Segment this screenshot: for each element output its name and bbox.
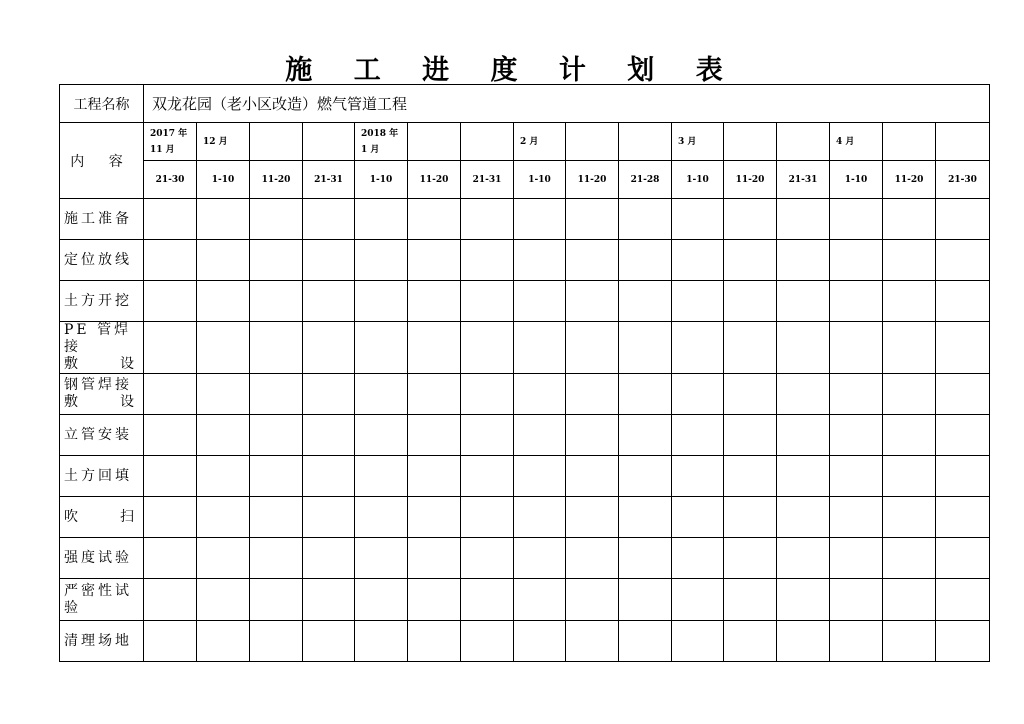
schedule-cell <box>197 281 250 322</box>
schedule-cell <box>408 199 461 240</box>
schedule-cell <box>514 497 566 538</box>
schedule-cell <box>461 374 514 415</box>
period-header-cell: 21-31 <box>461 161 514 199</box>
month-header-cell <box>461 123 514 161</box>
schedule-cell <box>197 199 250 240</box>
schedule-cell <box>566 538 619 579</box>
schedule-cell <box>672 456 724 497</box>
month-header-line2: 1 月 <box>361 144 380 155</box>
schedule-cell <box>830 374 883 415</box>
schedule-cell <box>303 281 355 322</box>
task-label <box>60 322 144 374</box>
schedule-cell <box>197 415 250 456</box>
schedule-cell <box>883 497 936 538</box>
schedule-cell <box>514 374 566 415</box>
month-header-cell <box>303 123 355 161</box>
schedule-cell <box>619 497 672 538</box>
schedule-cell <box>514 538 566 579</box>
schedule-cell <box>514 199 566 240</box>
month-header-cell <box>144 123 197 161</box>
table-row <box>60 415 990 456</box>
schedule-cell <box>144 497 197 538</box>
schedule-cell <box>355 497 408 538</box>
task-label-char: 扫 <box>120 508 137 525</box>
schedule-cell <box>830 497 883 538</box>
schedule-cell <box>303 538 355 579</box>
table-row <box>60 199 990 240</box>
month-header-line1: 4 月 <box>836 136 855 147</box>
schedule-cell <box>408 579 461 621</box>
schedule-cell <box>830 579 883 621</box>
schedule-cell <box>830 240 883 281</box>
schedule-cell <box>936 322 990 374</box>
month-header-line2: 11 月 <box>150 144 175 155</box>
schedule-cell <box>461 281 514 322</box>
schedule-cell <box>250 579 303 621</box>
schedule-cell <box>566 281 619 322</box>
schedule-cell <box>936 579 990 621</box>
schedule-cell <box>144 281 197 322</box>
schedule-cell <box>724 240 777 281</box>
schedule-cell <box>777 281 830 322</box>
schedule-cell <box>566 374 619 415</box>
schedule-cell <box>936 415 990 456</box>
schedule-cell <box>355 621 408 662</box>
schedule-cell <box>197 621 250 662</box>
schedule-cell <box>672 497 724 538</box>
month-header-cell <box>777 123 830 161</box>
period-header-cell: 21-30 <box>936 161 990 199</box>
table-row <box>60 374 990 415</box>
schedule-cell <box>566 621 619 662</box>
schedule-cell <box>355 240 408 281</box>
schedule-cell <box>777 579 830 621</box>
schedule-cell <box>936 456 990 497</box>
table-row <box>60 579 990 621</box>
schedule-cell <box>777 240 830 281</box>
schedule-cell <box>830 199 883 240</box>
schedule-cell <box>830 281 883 322</box>
schedule-cell <box>777 199 830 240</box>
period-header-cell: 21-31 <box>303 161 355 199</box>
schedule-cell <box>303 579 355 621</box>
table-row <box>60 456 990 497</box>
schedule-cell <box>619 199 672 240</box>
schedule-cell <box>566 199 619 240</box>
schedule-cell <box>514 281 566 322</box>
task-label-line: 强度试验 <box>64 549 132 566</box>
schedule-cell <box>883 579 936 621</box>
schedule-cell <box>250 240 303 281</box>
schedule-cell <box>883 415 936 456</box>
month-header-cell <box>566 123 619 161</box>
schedule-cell <box>408 497 461 538</box>
period-header-cell: 1-10 <box>672 161 724 199</box>
schedule-cell <box>936 374 990 415</box>
schedule-cell <box>514 415 566 456</box>
schedule-cell <box>461 497 514 538</box>
schedule-cell <box>672 621 724 662</box>
schedule-cell <box>250 456 303 497</box>
table-row <box>60 281 990 322</box>
schedule-cell <box>250 199 303 240</box>
task-label <box>60 497 144 538</box>
schedule-cell <box>777 538 830 579</box>
period-header-cell: 1-10 <box>355 161 408 199</box>
schedule-cell <box>250 497 303 538</box>
schedule-cell <box>355 415 408 456</box>
schedule-cell <box>303 199 355 240</box>
schedule-cell <box>144 456 197 497</box>
task-label <box>60 240 144 281</box>
schedule-cell <box>724 456 777 497</box>
schedule-cell <box>830 456 883 497</box>
task-label <box>60 281 144 322</box>
table-row <box>60 538 990 579</box>
schedule-cell <box>514 456 566 497</box>
task-label-char: 敷 <box>64 356 81 372</box>
schedule-cell <box>777 374 830 415</box>
month-header-cell <box>250 123 303 161</box>
period-header-cell: 21-30 <box>144 161 197 199</box>
period-header-cell: 1-10 <box>514 161 566 199</box>
schedule-cell <box>408 322 461 374</box>
table-row <box>60 240 990 281</box>
month-header-line1: 2018 年 <box>361 128 399 139</box>
month-header-cell <box>936 123 990 161</box>
schedule-cell <box>883 281 936 322</box>
schedule-cell <box>250 374 303 415</box>
schedule-cell <box>303 415 355 456</box>
task-label <box>60 456 144 497</box>
task-label <box>60 538 144 579</box>
page-title: 施 工 进 度 计 划 表 <box>285 55 739 86</box>
schedule-cell <box>936 538 990 579</box>
schedule-cell <box>566 456 619 497</box>
month-header-cell <box>408 123 461 161</box>
schedule-cell <box>724 538 777 579</box>
task-label-line: 定位放线 <box>64 251 132 268</box>
schedule-cell <box>566 497 619 538</box>
task-label <box>60 374 144 415</box>
schedule-cell <box>461 621 514 662</box>
schedule-cell <box>408 374 461 415</box>
schedule-cell <box>883 538 936 579</box>
schedule-cell <box>672 538 724 579</box>
schedule-cell <box>724 621 777 662</box>
schedule-cell <box>619 415 672 456</box>
schedule-cell <box>830 538 883 579</box>
schedule-cell <box>619 240 672 281</box>
schedule-cell <box>672 579 724 621</box>
schedule-cell <box>883 322 936 374</box>
schedule-cell <box>883 199 936 240</box>
schedule-cell <box>355 579 408 621</box>
schedule-cell <box>461 199 514 240</box>
period-header-cell: 1-10 <box>830 161 883 199</box>
task-label-line: PE 管焊接 <box>64 322 132 355</box>
schedule-cell <box>303 497 355 538</box>
task-label-char: 敷 <box>64 394 81 410</box>
schedule-cell <box>355 199 408 240</box>
month-header-cell <box>197 123 250 161</box>
schedule-cell <box>619 456 672 497</box>
task-label <box>60 415 144 456</box>
schedule-cell <box>883 456 936 497</box>
schedule-cell <box>408 456 461 497</box>
task-label-line: 土方回填 <box>64 467 132 484</box>
month-header-line1: 2 月 <box>520 136 539 147</box>
task-label-line <box>64 356 143 373</box>
schedule-cell <box>197 579 250 621</box>
schedule-cell <box>303 240 355 281</box>
content-header: 内 容 <box>60 123 144 199</box>
schedule-cell <box>461 322 514 374</box>
schedule-cell <box>250 538 303 579</box>
task-label-line: 立管安装 <box>64 426 132 443</box>
schedule-cell <box>672 240 724 281</box>
schedule-cell <box>355 322 408 374</box>
schedule-cell <box>672 322 724 374</box>
schedule-cell <box>830 621 883 662</box>
schedule-cell <box>514 322 566 374</box>
task-label-line: 验 <box>64 599 81 616</box>
schedule-cell <box>355 456 408 497</box>
schedule-cell <box>514 579 566 621</box>
schedule-cell <box>724 415 777 456</box>
period-header-cell: 11-20 <box>408 161 461 199</box>
schedule-cell <box>250 322 303 374</box>
month-header-cell <box>355 123 408 161</box>
schedule-cell <box>724 374 777 415</box>
schedule-cell <box>566 322 619 374</box>
table-row <box>60 621 990 662</box>
month-header-cell <box>514 123 566 161</box>
schedule-cell <box>303 374 355 415</box>
schedule-cell <box>672 199 724 240</box>
schedule-cell <box>777 322 830 374</box>
schedule-cell <box>724 199 777 240</box>
period-header-cell: 11-20 <box>250 161 303 199</box>
schedule-cell <box>144 621 197 662</box>
schedule-cell <box>672 374 724 415</box>
schedule-cell <box>250 415 303 456</box>
schedule-cell <box>619 621 672 662</box>
period-header-cell: 11-20 <box>883 161 936 199</box>
schedule-cell <box>144 415 197 456</box>
period-header-cell: 21-31 <box>777 161 830 199</box>
schedule-cell <box>566 579 619 621</box>
schedule-cell <box>303 621 355 662</box>
month-header-cell <box>619 123 672 161</box>
schedule-cell <box>619 281 672 322</box>
task-label-line <box>64 394 143 411</box>
task-label-char: 设 <box>120 394 137 410</box>
task-label-line: 钢管焊接 <box>64 377 132 393</box>
schedule-cell <box>408 415 461 456</box>
month-header-line1: 12 月 <box>203 136 228 147</box>
schedule-cell <box>461 538 514 579</box>
schedule-cell <box>144 240 197 281</box>
schedule-cell <box>619 374 672 415</box>
schedule-cell <box>724 579 777 621</box>
schedule-cell <box>619 322 672 374</box>
task-label-char: 设 <box>120 356 137 372</box>
task-label <box>60 199 144 240</box>
schedule-cell <box>724 322 777 374</box>
schedule-cell <box>144 199 197 240</box>
schedule-cell <box>144 322 197 374</box>
schedule-cell <box>303 322 355 374</box>
schedule-cell <box>461 579 514 621</box>
schedule-cell <box>408 240 461 281</box>
schedule-cell <box>777 456 830 497</box>
schedule-cell <box>355 538 408 579</box>
schedule-cell <box>619 538 672 579</box>
schedule-cell <box>461 415 514 456</box>
task-label-line: 清理场地 <box>64 632 132 649</box>
task-label <box>60 621 144 662</box>
schedule-table <box>59 84 990 662</box>
schedule-cell <box>514 621 566 662</box>
task-label-line: 严密性试 <box>64 582 132 599</box>
schedule-cell <box>777 621 830 662</box>
month-header-cell <box>724 123 777 161</box>
schedule-cell <box>619 579 672 621</box>
month-header-cell <box>830 123 883 161</box>
schedule-cell <box>355 374 408 415</box>
schedule-cell <box>724 497 777 538</box>
schedule-cell <box>936 199 990 240</box>
schedule-cell <box>830 322 883 374</box>
schedule-cell <box>408 621 461 662</box>
schedule-cell <box>144 374 197 415</box>
schedule-cell <box>672 415 724 456</box>
task-label-line <box>64 509 143 526</box>
month-header-cell <box>672 123 724 161</box>
task-label-char: 吹 <box>64 508 81 525</box>
schedule-cell <box>777 497 830 538</box>
schedule-cell <box>408 281 461 322</box>
month-header-line1: 2017 年 <box>150 128 188 139</box>
schedule-cell <box>883 621 936 662</box>
schedule-cell <box>936 497 990 538</box>
schedule-cell <box>672 281 724 322</box>
period-header-cell: 11-20 <box>724 161 777 199</box>
schedule-cell <box>461 456 514 497</box>
period-header-cell: 21-28 <box>619 161 672 199</box>
schedule-cell <box>197 456 250 497</box>
schedule-cell <box>883 240 936 281</box>
schedule-cell <box>408 538 461 579</box>
schedule-cell <box>197 497 250 538</box>
table-row <box>60 322 990 374</box>
schedule-cell <box>250 621 303 662</box>
schedule-cell <box>883 374 936 415</box>
schedule-cell <box>197 374 250 415</box>
schedule-cell <box>566 240 619 281</box>
table-row <box>60 497 990 538</box>
task-label-line: 施工准备 <box>64 210 132 227</box>
schedule-cell <box>250 281 303 322</box>
month-header-cell <box>883 123 936 161</box>
schedule-cell <box>724 281 777 322</box>
month-header-line1: 3 月 <box>678 136 697 147</box>
schedule-cell <box>144 538 197 579</box>
schedule-cell <box>830 415 883 456</box>
schedule-cell <box>514 240 566 281</box>
project-name-label: 工程名称 <box>60 85 144 123</box>
schedule-cell <box>936 621 990 662</box>
schedule-cell <box>936 240 990 281</box>
period-header-cell: 11-20 <box>566 161 619 199</box>
schedule-cell <box>144 579 197 621</box>
period-header-cell: 1-10 <box>197 161 250 199</box>
schedule-cell <box>197 322 250 374</box>
schedule-cell <box>303 456 355 497</box>
schedule-cell <box>197 240 250 281</box>
task-label-line: 土方开挖 <box>64 292 132 309</box>
schedule-cell <box>197 538 250 579</box>
schedule-cell <box>777 415 830 456</box>
schedule-cell <box>936 281 990 322</box>
project-name-value: 双龙花园（老小区改造）燃气管道工程 <box>144 85 990 123</box>
task-label <box>60 579 144 621</box>
schedule-cell <box>461 240 514 281</box>
schedule-cell <box>566 415 619 456</box>
schedule-cell <box>355 281 408 322</box>
